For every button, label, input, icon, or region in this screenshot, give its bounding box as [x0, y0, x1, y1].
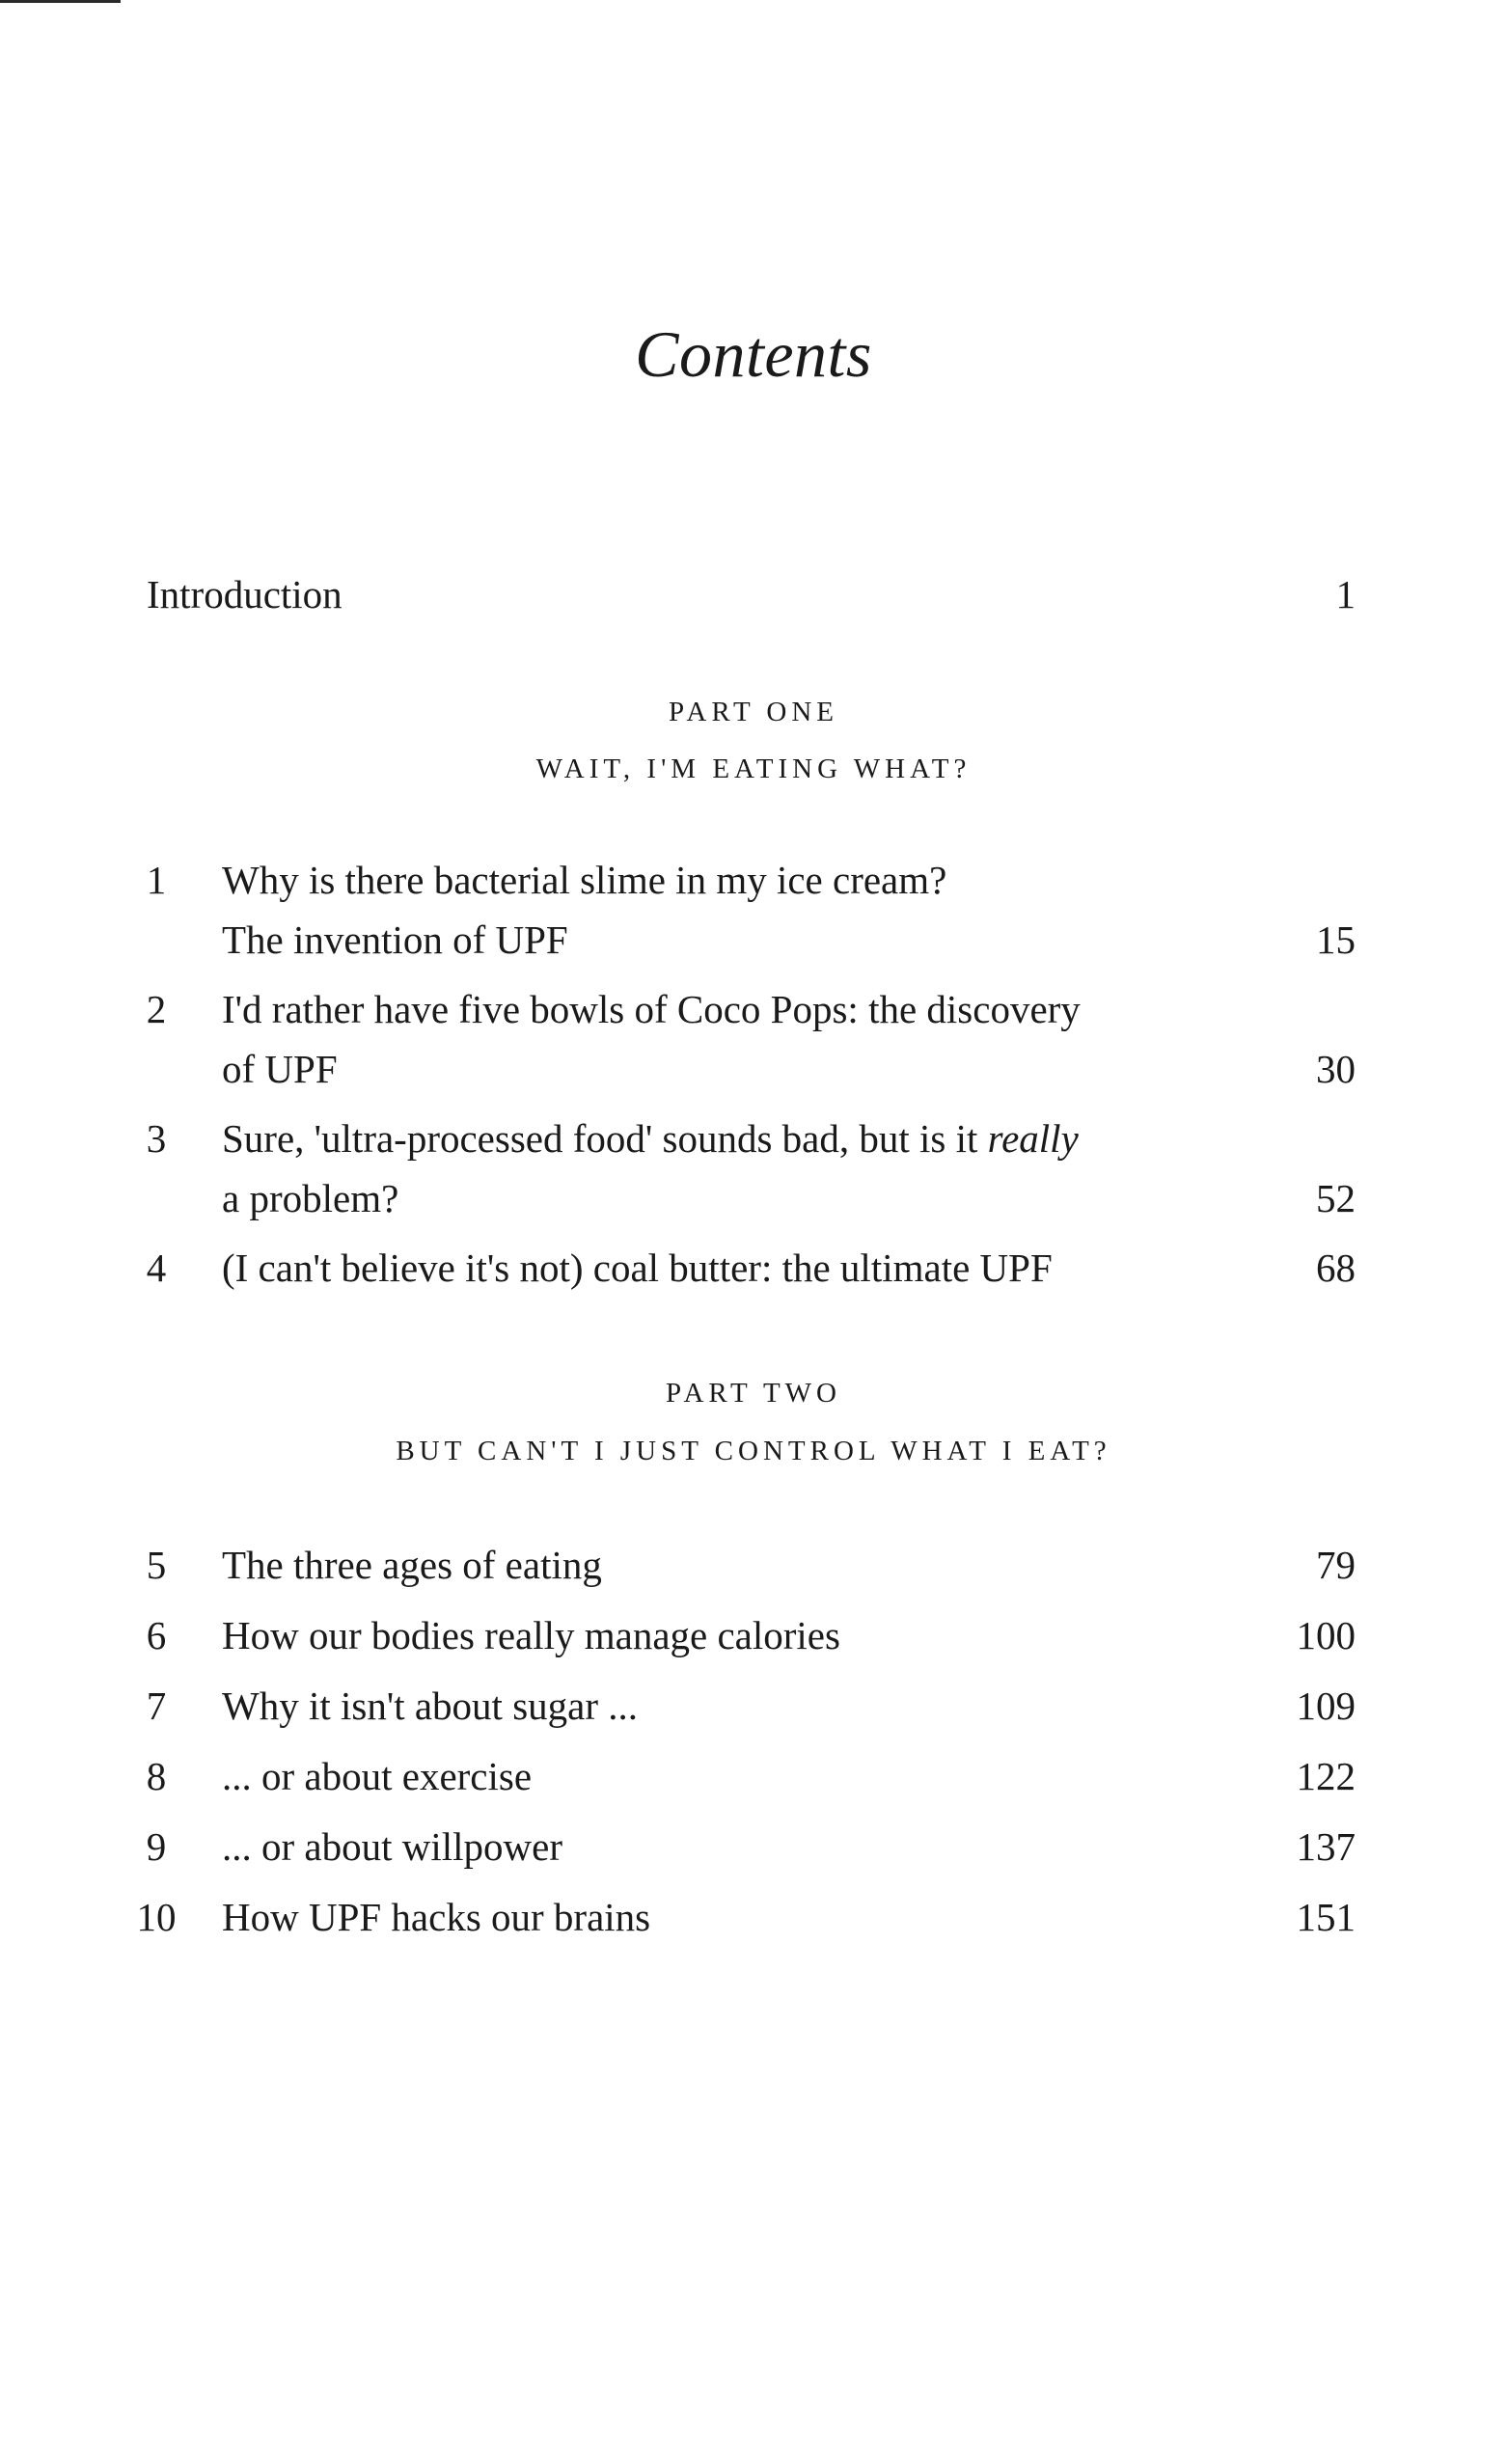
entry-page: 15: [1316, 917, 1356, 962]
chapter-number: 6: [146, 1613, 167, 1657]
part-two-title: BUT CAN'T I JUST CONTROL WHAT I EAT?: [396, 1436, 1111, 1466]
part-one-title: WAIT, I'M EATING WHAT?: [535, 753, 972, 784]
entry-title-line-2: The invention of UPF: [222, 917, 568, 962]
entry-title-line-1: [222, 1108, 1245, 1169]
chapter-number: 2: [146, 987, 167, 1031]
entry-page: 122: [1296, 1754, 1356, 1798]
entry-title: The three ages of eating: [222, 1543, 602, 1587]
entry-title-line-1: Why is there bacterial slime in my ice cream?: [222, 858, 947, 902]
entry-title: ... or about willpower: [222, 1824, 562, 1869]
part-one-label: PART ONE: [668, 697, 839, 727]
part-two-label: PART TWO: [666, 1378, 841, 1409]
entry-title: Introduction: [147, 572, 342, 616]
page-title: Contents: [635, 317, 872, 391]
chapter-number: 8: [146, 1754, 167, 1798]
chapter-number: 4: [146, 1246, 167, 1290]
entry-page: 151: [1296, 1895, 1356, 1939]
chapter-number: 1: [146, 858, 167, 902]
chapter-number: 5: [146, 1543, 167, 1587]
entry-page: 30: [1316, 1047, 1356, 1091]
entry-page: 1: [1335, 572, 1356, 616]
chapter-number: 10: [136, 1895, 177, 1939]
entry-title-line-2: a problem?: [222, 1176, 399, 1220]
scan-edge-mark: [0, 0, 121, 3]
entry-title: ... or about exercise: [222, 1754, 533, 1798]
entry-title-line-1: I'd rather have five bowls of Coco Pops: the discovery: [222, 987, 1081, 1031]
entry-page: 68: [1316, 1246, 1356, 1290]
entry-title: Why it isn't about sugar ...: [222, 1684, 639, 1728]
entry-page: 100: [1296, 1613, 1356, 1657]
chapter-number: 7: [146, 1684, 167, 1728]
entry-page: 79: [1316, 1543, 1356, 1587]
entry-page: 137: [1296, 1824, 1356, 1869]
entry-title: How UPF hacks our brains: [222, 1895, 651, 1939]
entry-title-text: Sure, 'ultra-processed food' sounds bad, but is it: [222, 1116, 988, 1161]
entry-page: 109: [1296, 1684, 1356, 1728]
entry-title: (I can't believe it's not) coal butter: the ultimate UPF: [222, 1246, 1053, 1290]
entry-title-emphasis: really: [987, 1116, 1079, 1161]
entry-title: How our bodies really manage calories: [222, 1613, 840, 1657]
entry-title-line-2: of UPF: [222, 1047, 338, 1091]
chapter-number: 9: [146, 1824, 167, 1869]
chapter-number: 3: [146, 1116, 167, 1161]
entry-page: 52: [1316, 1176, 1356, 1220]
